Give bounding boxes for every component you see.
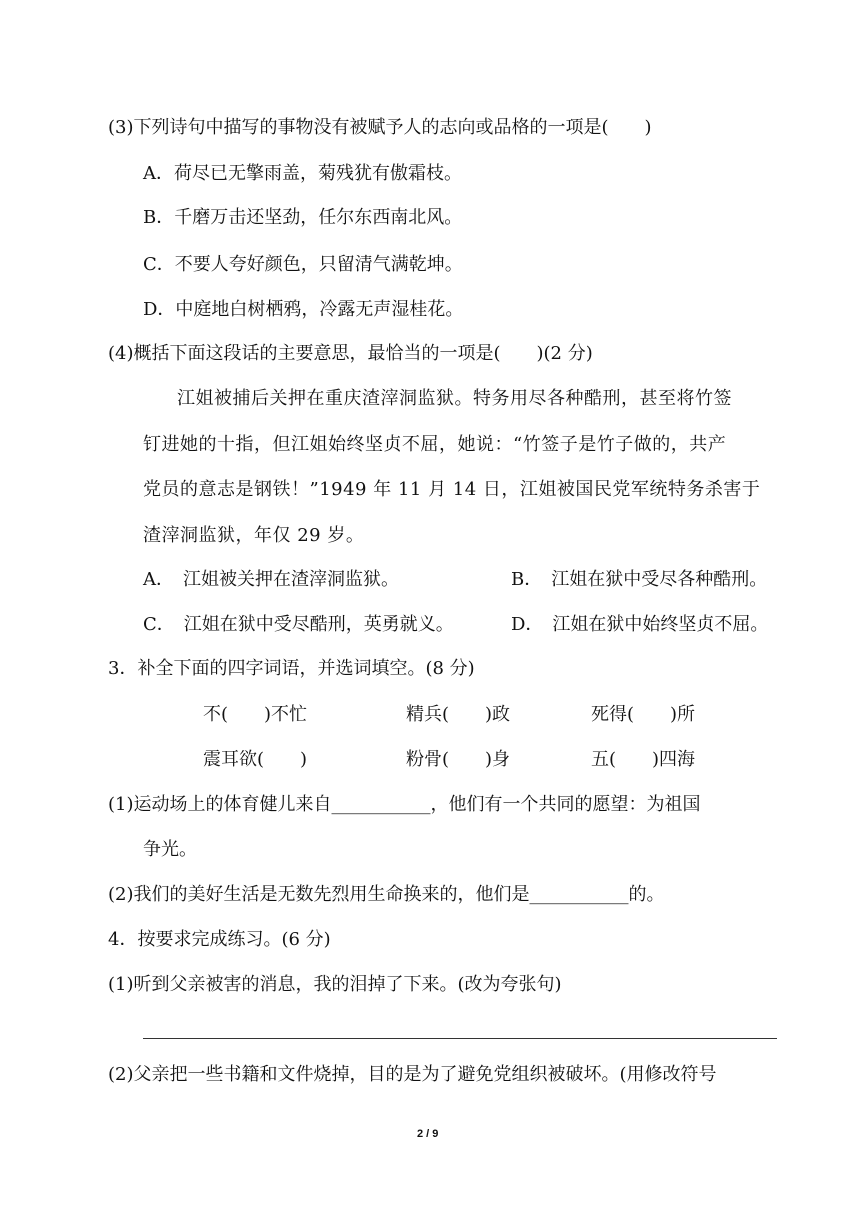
- question-3-option-c: C．不要人夸好颜色，只留清气满乾坤。: [143, 254, 463, 275]
- question-4-stem: (4)概括下面这段话的主要意思，最恰当的一项是( )(2 分): [108, 343, 593, 364]
- question-4-option-b: B． 江姐在狱中受尽各种酷刑。: [511, 569, 768, 590]
- exercise-question-1: (1)听到父亲被害的消息，我的泪掉了下来。(改为夸张句): [108, 974, 562, 995]
- idiom-3: 死得( )所: [591, 704, 696, 725]
- idiom-2: 精兵( )政: [406, 704, 511, 725]
- idiom-4: 震耳欲( ): [203, 749, 308, 770]
- question-3-stem: (3)下列诗句中描写的事物没有被赋予人的志向或品格的一项是( ): [108, 117, 652, 138]
- idiom-5: 粉骨( )身: [406, 749, 511, 770]
- question-3-option-b: B．千磨万击还坚劲，任尔东西南北风。: [143, 207, 463, 228]
- page-number: 2 / 9: [417, 1128, 439, 1140]
- exercise-question-2: (2)父亲把一些书籍和文件烧掉，目的是为了避免党组织被破坏。(用修改符号: [108, 1064, 717, 1085]
- question-3-option-a: A．荷尽已无擎雨盖，菊残犹有傲霜枝。: [143, 163, 462, 184]
- question-4-option-a: A． 江姐被关押在渣滓洞监狱。: [143, 569, 399, 590]
- question-3-option-d: D．中庭地白树栖鸦，冷露无声湿桂花。: [143, 299, 464, 320]
- section-3-title: 3．补全下面的四字词语，并选词填空。(8 分): [108, 658, 475, 679]
- answer-line[interactable]: [143, 1038, 777, 1039]
- section-4-title: 4．按要求完成练习。(6 分): [108, 929, 331, 950]
- question-4-option-d: D． 江姐在狱中始终坚贞不屈。: [511, 614, 769, 635]
- passage-line-3: 党员的意志是钢铁！”1949 年 11 月 14 日，江姐被国民党军统特务杀害于: [143, 479, 761, 500]
- question-4-option-c: C． 江姐在狱中受尽酷刑，英勇就义。: [143, 614, 454, 635]
- fill-question-2: (2)我们的美好生活是无数先烈用生命换来的，他们是___________的。: [108, 884, 665, 905]
- passage-line-1: 江姐被捕后关押在重庆渣滓洞监狱。特务用尽各种酷刑，甚至将竹签: [177, 388, 732, 409]
- idiom-1: 不( )不忙: [203, 704, 308, 725]
- fill-question-1-line-1: (1)运动场上的体育健儿来自___________，他们有一个共同的愿望：为祖国: [108, 794, 701, 815]
- passage-line-4: 渣滓洞监狱，年仅 29 岁。: [143, 525, 365, 546]
- idiom-6: 五( )四海: [591, 749, 696, 770]
- passage-line-2: 钉进她的十指，但江姐始终坚贞不屈，她说：“竹签子是竹子做的，共产: [143, 434, 727, 455]
- fill-question-1-line-2: 争光。: [143, 839, 197, 860]
